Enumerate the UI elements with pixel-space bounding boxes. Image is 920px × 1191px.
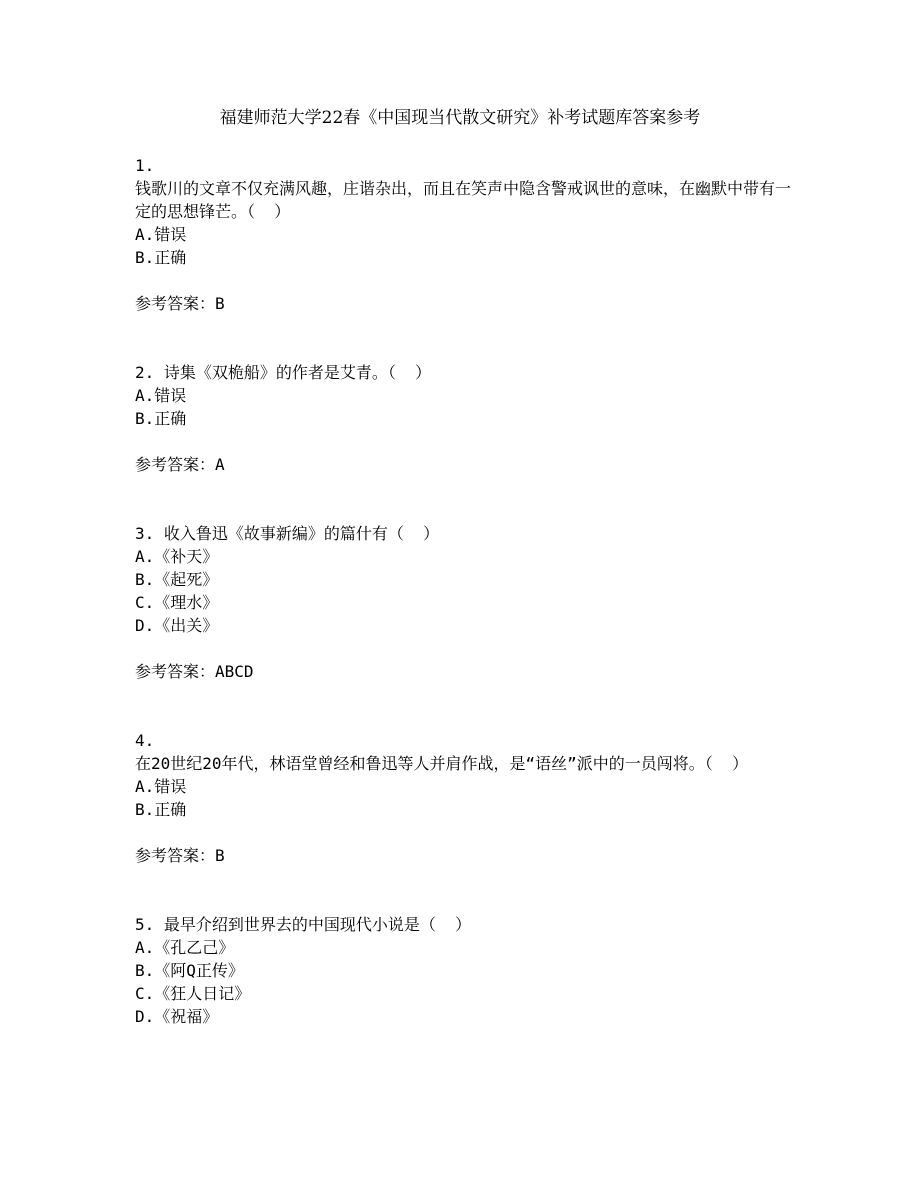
question-1 bbox=[135, 154, 795, 315]
option-a: A.《孔乙己》 bbox=[135, 938, 235, 957]
question-line bbox=[135, 913, 795, 936]
option-a: A.错误 bbox=[135, 386, 187, 405]
answer-text: 参考答案：A bbox=[135, 455, 225, 474]
option-a: A.《补天》 bbox=[135, 547, 219, 566]
option-b: B.正确 bbox=[135, 248, 187, 267]
question-2 bbox=[135, 361, 795, 476]
option-d: D.《祝福》 bbox=[135, 1007, 219, 1026]
question-number: 4. bbox=[135, 731, 155, 750]
question-number: 3. bbox=[135, 524, 164, 543]
option-c: C.《理水》 bbox=[135, 593, 219, 612]
option-d: D.《出关》 bbox=[135, 616, 219, 635]
question-text: 钱歌川的文章不仅充满风趣，庄谐杂出，而且在笑声中隐含警戒讽世的意味，在幽默中带有一定的思想锋芒。（ ） bbox=[135, 179, 792, 221]
option-c: C.《狂人日记》 bbox=[135, 984, 251, 1003]
question-line bbox=[135, 361, 795, 384]
answer-text: 参考答案：B bbox=[135, 846, 225, 865]
question-number: 5. bbox=[135, 915, 164, 934]
answer-text: 参考答案：ABCD bbox=[135, 662, 254, 681]
question-number: 1. bbox=[135, 156, 155, 175]
answer-text: 参考答案：B bbox=[135, 294, 225, 313]
question-number: 2. bbox=[135, 363, 164, 382]
option-a: A.错误 bbox=[135, 777, 187, 796]
option-b: B.正确 bbox=[135, 800, 187, 819]
question-list bbox=[135, 154, 795, 1051]
option-b: B.正确 bbox=[135, 409, 187, 428]
option-b: B.《起死》 bbox=[135, 570, 219, 589]
question-text: 收入鲁迅《故事新编》的篇什有（ ） bbox=[163, 524, 440, 543]
question-4 bbox=[135, 729, 795, 867]
question-3 bbox=[135, 522, 795, 683]
question-text: 在20世纪20年代，林语堂曾经和鲁迅等人并肩作战，是“语丝”派中的一员闯将。（ ） bbox=[135, 754, 749, 773]
question-5 bbox=[135, 913, 795, 1028]
question-text: 最早介绍到世界去的中国现代小说是（ ） bbox=[163, 915, 472, 934]
question-line bbox=[135, 522, 795, 545]
question-text: 诗集《双桅船》的作者是艾青。（ ） bbox=[163, 363, 432, 382]
option-b: B.《阿Q正传》 bbox=[135, 961, 244, 980]
document-title: 福建师范大学22春《中国现当代散文研究》补考试题库答案参考 bbox=[219, 108, 701, 128]
option-a: A.错误 bbox=[135, 225, 187, 244]
